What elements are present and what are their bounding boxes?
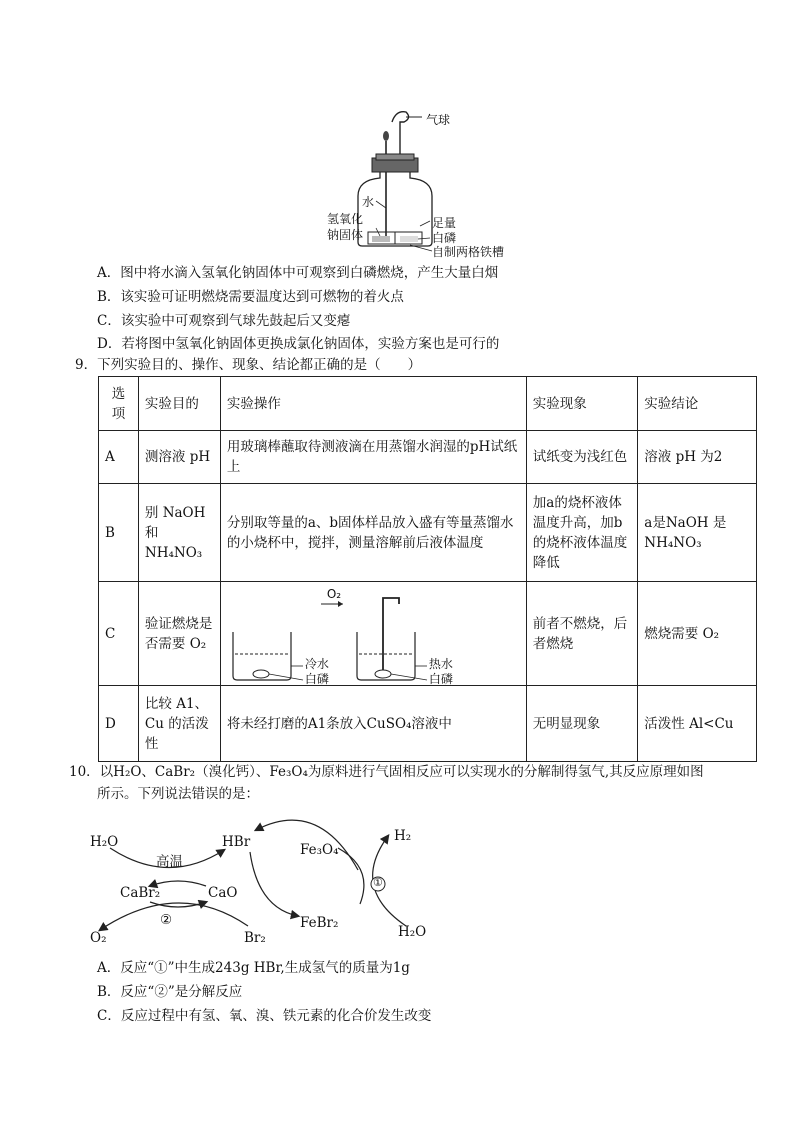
q9-row-b (99, 484, 757, 582)
q9-row-d-phenomenon: 无明显现象 (526, 686, 638, 762)
q9-row-a-phenomenon: 试纸变为浅红色 (526, 431, 638, 484)
q8-label-naoh1: 氢氧化 (327, 212, 364, 226)
q9-table (98, 376, 757, 762)
q9-row-b-purpose: 别 NaOH 和 NH₄NO₃ (138, 484, 220, 582)
q9-row-d-operation: 将未经打磨的A1条放入CuSO₄溶液中 (220, 686, 526, 762)
q9-row-b-operation: 分别取等量的a、b固体样品放入盛有等量蒸馏水的小烧杯中，搅拌，测量溶解前后液体温度 (220, 484, 526, 582)
q9-header-phenomenon: 实验现象 (526, 377, 638, 431)
q10-hbr: HBr (222, 834, 251, 850)
q10-high-temp: 高温 (156, 854, 183, 870)
q9-stem: 9．下列实验目的、操作、现象、结论都正确的是（ ） (75, 357, 422, 373)
q9-header-row (99, 377, 757, 431)
q9-row-b-phenomenon: 加a的烧杯液体温度升高，加b的烧杯液体温度降低 (526, 484, 638, 582)
q8-label-white-p: 白磷 (432, 231, 457, 245)
q9-row-c-phenomenon: 前者不燃烧，后者燃烧 (526, 582, 638, 686)
q9-row-a (99, 431, 757, 484)
q9-row-b-option: B (99, 484, 139, 582)
q9-row-c-option: C (99, 582, 139, 686)
q9-row-d-option: D (99, 686, 139, 762)
q9-header-option: 选项 (99, 377, 139, 431)
q8-label-naoh2: 钠固体 (327, 228, 364, 242)
q9-row-d-conclusion: 活泼性 Al<Cu (638, 686, 757, 762)
q9-header-operation: 实验操作 (220, 377, 526, 431)
q8-label-enough: 足量 (432, 216, 457, 230)
q9-header-conclusion: 实验结论 (638, 377, 757, 431)
q10-circle2: ② (160, 912, 173, 928)
q9-beakers-figure (221, 584, 521, 684)
q10-stem-line1: 10．以H₂O、CaBr₂（溴化钙）、Fe₃O₄为原料进行气固相反应可以实现水的分解制得氢气,其反应原理如图 (69, 764, 704, 780)
q8-label-water: 水 (362, 195, 375, 209)
q10-h2o-left: H₂O (90, 834, 119, 850)
q8-label-tank: 自制两格铁槽 (432, 245, 505, 259)
q9-fig-white-p2: 白磷 (428, 672, 453, 686)
q10-option-b: B．反应“②”是分解反应 (97, 984, 243, 1000)
q9-row-c-conclusion: 燃烧需要 O₂ (638, 582, 757, 686)
q9-fig-cold-water: 冷水 (304, 657, 329, 671)
q9-fig-o2: O₂ (326, 587, 342, 601)
q9-row-a-option: A (99, 431, 139, 484)
q9-row-a-purpose: 测溶液 pH (138, 431, 220, 484)
q9-row-d (99, 686, 757, 762)
q10-fe3o4: Fe₃O₄ (300, 842, 339, 858)
q10-cao: CaO (208, 885, 238, 901)
q9-row-c (99, 582, 757, 686)
q9-row-a-operation: 用玻璃棒蘸取待测液滴在用蒸馏水润湿的pH试纸上 (220, 431, 526, 484)
q9-row-a-conclusion: 溶液 pH 为2 (638, 431, 757, 484)
q10-circle1: ① (373, 876, 383, 889)
q10-option-a: A．反应“①”中生成243g HBr,生成氢气的质量为1g (97, 960, 410, 976)
q10-stem-line2: 所示。下列说法错误的是： (97, 786, 259, 802)
q9-row-c-purpose: 验证燃烧是否需要 O₂ (138, 582, 220, 686)
q9-row-b-conclusion: a是NaOH 是NH₄NO₃ (638, 484, 757, 582)
q10-br2: Br₂ (244, 930, 266, 946)
q9-header-purpose: 实验目的 (138, 377, 220, 431)
q8-option-a: A．图中将水滴入氢氧化钠固体中可观察到白磷燃烧，产生大量白烟 (97, 265, 499, 281)
q9-fig-white-p1: 白磷 (304, 672, 329, 686)
q10-h2: H₂ (394, 828, 412, 844)
q10-option-c: C．反应过程中有氢、氧、溴、铁元素的化合价发生改变 (97, 1008, 432, 1024)
q10-cabr2: CaBr₂ (120, 885, 161, 901)
q9-row-c-figure-cell (220, 582, 526, 686)
q9-fig-hot-water: 热水 (428, 657, 453, 671)
q8-option-d: D．若将图中氢氧化钠固体更换成氯化钠固体，实验方案也是可行的 (97, 336, 500, 352)
q9-row-d-purpose: 比较 A1、Cu 的活泼性 (138, 686, 220, 762)
q10-h2o-right: H₂O (398, 924, 427, 940)
q8-option-b: B．该实验可证明燃烧需要温度达到可燃物的着火点 (97, 289, 404, 305)
q8-option-c: C．该实验中可观察到气球先鼓起后又变瘪 (97, 313, 351, 329)
q10-o2: O₂ (90, 930, 107, 946)
q8-label-balloon: 气球 (426, 113, 451, 127)
q10-febr2: FeBr₂ (300, 915, 339, 931)
